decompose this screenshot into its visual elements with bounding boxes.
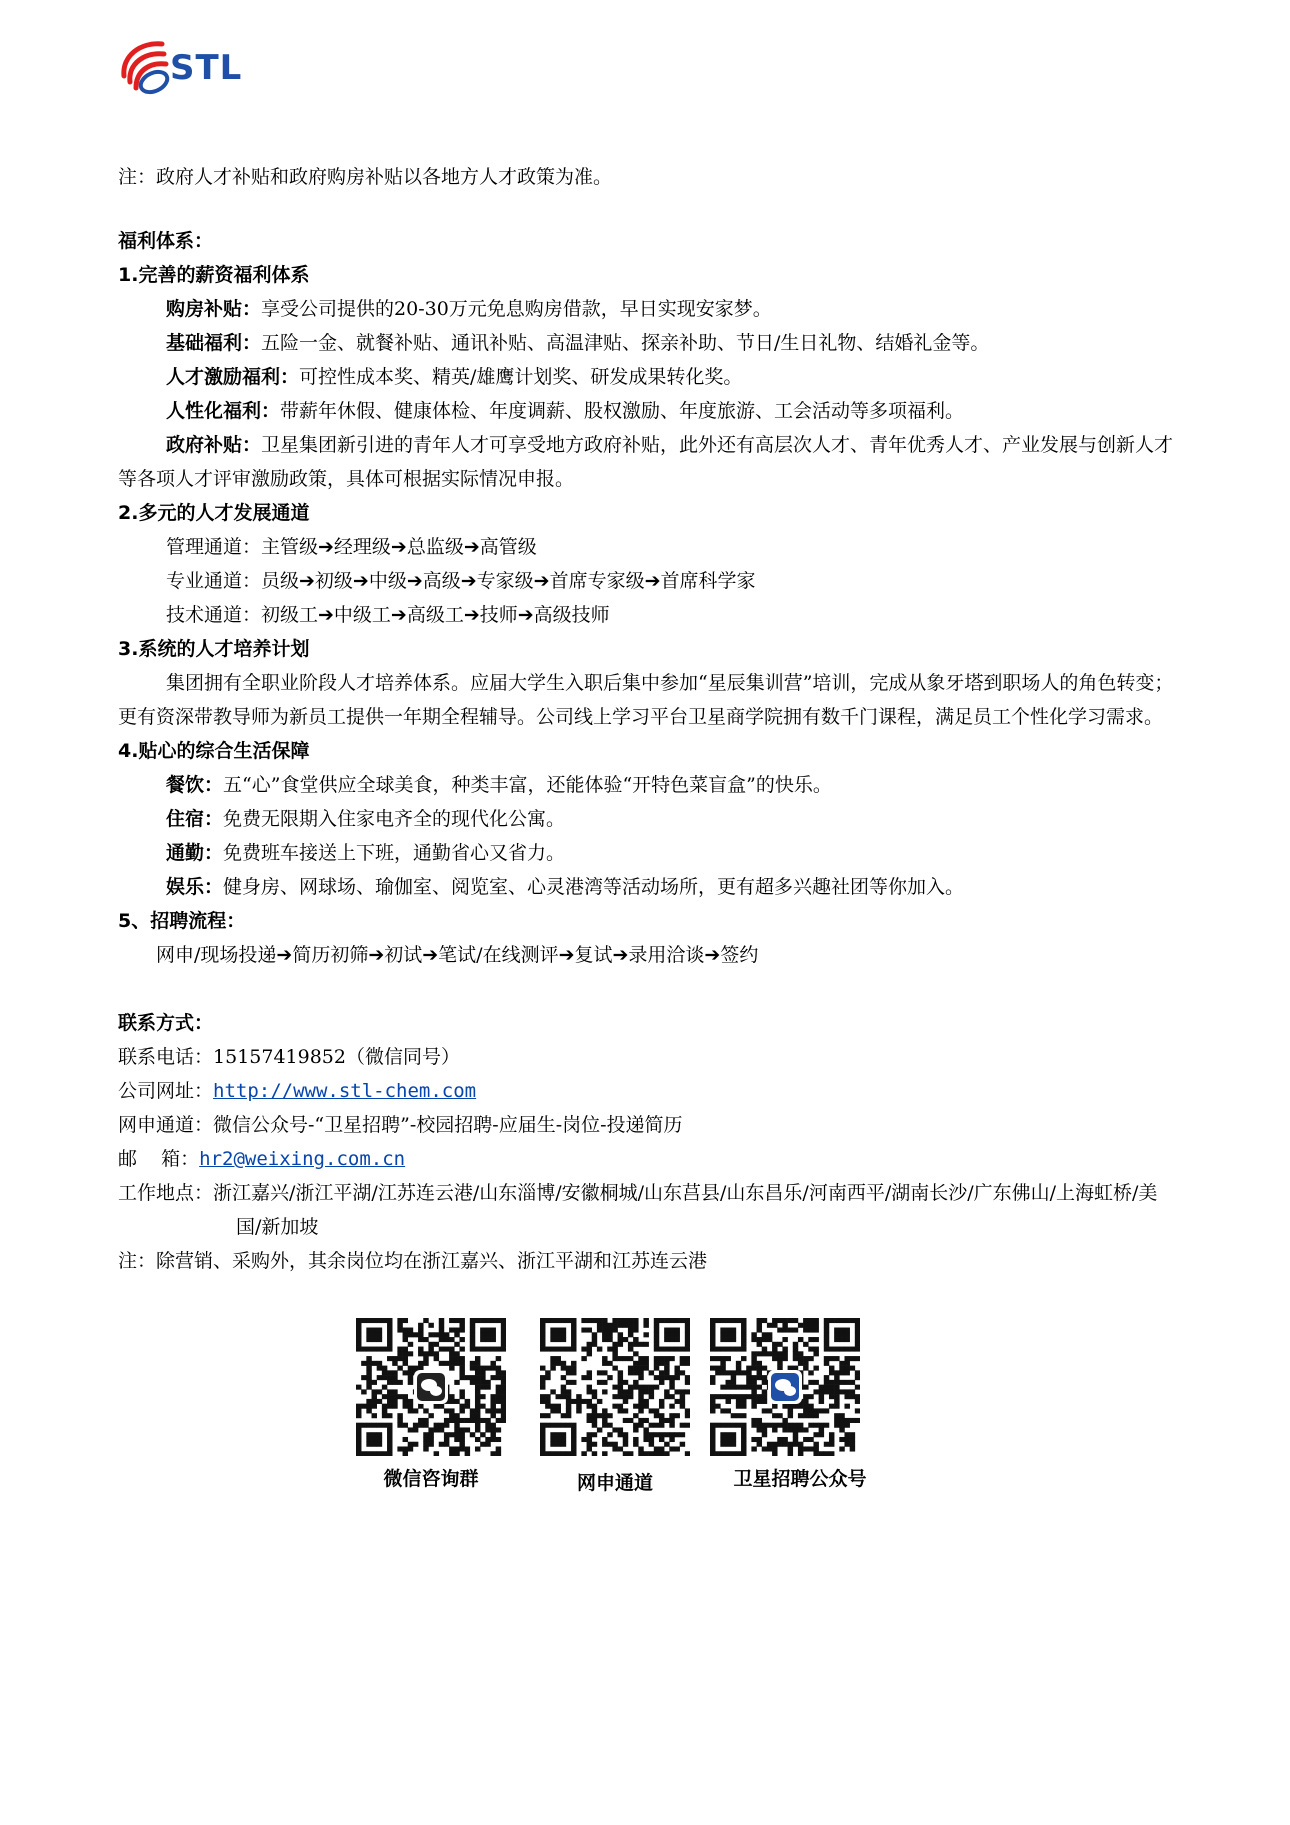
item-text: 健身房、网球场、瑜伽室、阅览室、心灵港湾等活动场所，更有超多兴趣社团等你加入。 — [223, 876, 965, 898]
item-text: 免费班车接送上下班，通勤省心又省力。 — [223, 842, 566, 864]
life-item-dining — [118, 768, 1178, 802]
location-value: 浙江嘉兴/浙江平湖/江苏连云港/山东淄博/安徽桐城/山东莒县/山东昌乐/河南西平/湖南长沙/广东佛山/上海虹桥/美国/新加坡 — [213, 1182, 1158, 1238]
item-text: 可控性成本奖、精英/雄鹰计划奖、研发成果转化奖。 — [299, 366, 743, 388]
training-text: 集团拥有全职业阶段人才培养体系。应届大学生入职后集中参加“星辰集训营”培训，完成从象牙塔到职场人的角色转变；更有资深带教导师为新员工提供一年期全程辅导。公司线上学习平台卫星商学院拥有数千门课程，满足员工个性化学习需求。 — [118, 672, 1174, 728]
life-item-entertainment — [118, 870, 1178, 904]
qr-code-row — [0, 1318, 1290, 1498]
main-content — [118, 160, 1178, 1278]
qr-code-wechat-group — [356, 1318, 506, 1490]
item-text: 带薪年休假、健康体检、年度调薪、股权激励、年度旅游、工会活动等多项福利。 — [280, 400, 965, 422]
recruitment-process: 网申/现场投递➔简历初筛➔初试➔笔试/在线测评➔复试➔录用洽谈➔签约 — [156, 944, 759, 966]
contact-website — [118, 1074, 1178, 1108]
welfare-item-government — [118, 428, 1178, 496]
phone-label: 联系电话： — [118, 1046, 214, 1068]
qr-caption: 网申通道 — [576, 1472, 653, 1494]
section-3-title: 3.系统的人才培养计划 — [118, 638, 310, 660]
section-5-title: 5、招聘流程： — [118, 910, 246, 932]
life-item-housing — [118, 802, 1178, 836]
qr-code-icon — [540, 1318, 690, 1456]
contact-location — [118, 1176, 1178, 1244]
qr-caption: 微信咨询群 — [383, 1468, 479, 1490]
website-link[interactable]: http://www.stl-chem.com — [213, 1080, 477, 1102]
section-4-title: 4.贴心的综合生活保障 — [118, 740, 310, 762]
item-label: 人才激励福利： — [166, 366, 300, 388]
item-label: 基础福利： — [166, 332, 262, 354]
welfare-item-basic — [118, 326, 1178, 360]
item-text: 五“心”食堂供应全球美食，种类丰富，还能体验“开特色菜盲盒”的快乐。 — [223, 774, 832, 796]
contact-heading: 联系方式： — [118, 1012, 214, 1034]
contact-note: 注：除营销、采购外，其余岗位均在浙江嘉兴、浙江平湖和江苏连云港 — [118, 1250, 708, 1272]
qr-code-icon — [356, 1318, 506, 1456]
career-path-management: 管理通道：主管级➔经理级➔总监级➔高管级 — [166, 536, 537, 558]
welfare-item-humanized — [118, 394, 1178, 428]
apply-label: 网申通道： — [118, 1114, 214, 1136]
qr-caption: 卫星招聘公众号 — [733, 1468, 867, 1490]
item-label: 娱乐： — [166, 876, 224, 898]
item-label: 餐饮： — [166, 774, 224, 796]
email-link[interactable]: hr2@weixing.com.cn — [199, 1148, 406, 1170]
item-text: 免费无限期入住家电齐全的现代化公寓。 — [223, 808, 566, 830]
welfare-item-incentive — [118, 360, 1178, 394]
contact-apply — [118, 1108, 1178, 1142]
item-text: 五险一金、就餐补贴、通讯补贴、高温津贴、探亲补助、节日/生日礼物、结婚礼金等。 — [261, 332, 990, 354]
item-label: 购房补贴： — [166, 298, 262, 320]
location-label: 工作地点： — [118, 1182, 214, 1204]
career-path-technical: 技术通道：初级工➔中级工➔高级工➔技师➔高级技师 — [166, 604, 610, 626]
phone-value: 15157419852（微信同号） — [213, 1046, 460, 1068]
welfare-heading: 福利体系： — [118, 230, 214, 252]
item-text: 卫星集团新引进的青年人才可享受地方政府补贴，此外还有高层次人才、青年优秀人才、产业发展与创新人才等各项人才评审激励政策，具体可根据实际情况申报。 — [118, 434, 1174, 490]
section-2-title: 2.多元的人才发展通道 — [118, 502, 310, 524]
qr-code-icon — [710, 1318, 860, 1456]
apply-value: 微信公众号-“卫星招聘”-校园招聘-应届生-岗位-投递简历 — [213, 1114, 683, 1136]
email-label: 邮 箱： — [118, 1148, 200, 1170]
section-1-title: 1.完善的薪资福利体系 — [118, 264, 310, 286]
item-label: 住宿： — [166, 808, 224, 830]
item-label: 政府补贴： — [166, 434, 262, 456]
welfare-item-housing — [118, 292, 1178, 326]
contact-phone — [118, 1040, 1178, 1074]
item-text: 享受公司提供的20-30万元免息购房借款，早日实现安家梦。 — [261, 298, 772, 320]
website-label: 公司网址： — [118, 1080, 214, 1102]
qr-code-apply — [540, 1318, 690, 1494]
qr-code-official-account — [710, 1318, 867, 1490]
career-path-professional: 专业通道：员级➔初级➔中级➔高级➔专家级➔首席专家级➔首席科学家 — [166, 570, 756, 592]
contact-email — [118, 1142, 1178, 1176]
note-top: 注：政府人才补贴和政府购房补贴以各地方人才政策为准。 — [118, 166, 613, 188]
logo-text: STL — [170, 48, 243, 88]
item-label: 人性化福利： — [166, 400, 281, 422]
item-label: 通勤： — [166, 842, 224, 864]
life-item-commute — [118, 836, 1178, 870]
